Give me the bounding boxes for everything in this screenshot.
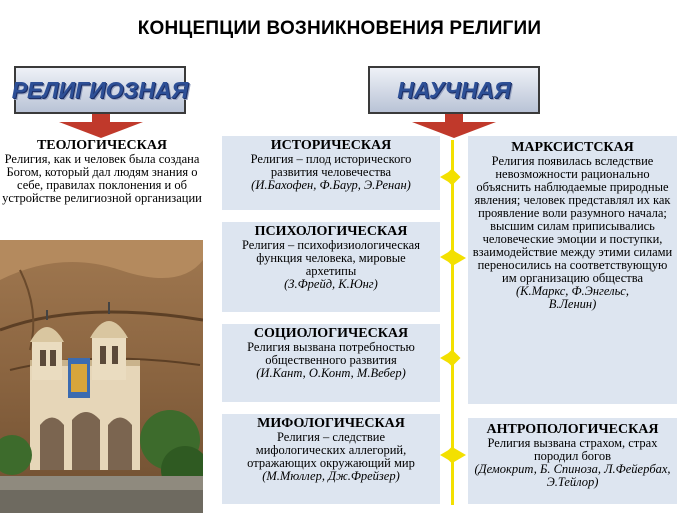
concept-authors: (З.Фрейд, К.Юнг): [284, 277, 378, 291]
concept-heading: АНТРОПОЛОГИЧЕСКАЯ: [486, 422, 659, 437]
category-religious: РЕЛИГИОЗНАЯ: [14, 66, 186, 114]
category-scientific: НАУЧНАЯ: [368, 66, 540, 114]
concept-text: Религия вызвана потребностью общественного развития: [247, 340, 415, 367]
concept-anthropological: [468, 418, 677, 504]
theological-heading: ТЕОЛОГИЧЕСКАЯ: [36, 138, 168, 153]
concept-heading: ИСТОРИЧЕСКАЯ: [270, 138, 392, 153]
concept-authors: (М.Мюллер, Дж.Фрейзер): [262, 469, 400, 483]
connector-arrow-left: [440, 250, 452, 264]
connector-arrow-right: [454, 448, 466, 462]
concept-text: Религия появилась вследствие невозможности рационально объяснить наблюдаемые природные явления; человек представлял их как проявление воли разумного начала; высшим силам приписывались человеческие эмоции и поступки, взаимодействие между этими силами переносились на соответствующую им организацию общества: [472, 154, 673, 285]
religious-connector-arrow: [59, 122, 143, 138]
church-photo: [0, 240, 203, 513]
concept-authors: (К.Маркс, Ф.Энгельс, В.Ленин): [516, 284, 629, 311]
scientific-connector-stem: [445, 114, 463, 122]
theological-block: [2, 138, 202, 205]
concept-heading: МАРКСИСТСКАЯ: [511, 140, 634, 155]
concept-authors: (И.Бахофен, Ф.Баур, Э.Ренан): [251, 178, 411, 192]
concept-text: Религия – следствие мифологических аллегорий, отражающих окружающий мир: [247, 430, 415, 470]
religious-connector-stem: [92, 114, 110, 122]
concept-mythological: [222, 414, 440, 504]
diagram-title: КОНЦЕПЦИИ ВОЗНИКНОВЕНИЯ РЕЛИГИИ: [137, 18, 542, 39]
connector-arrow-left: [440, 170, 452, 184]
concept-text: Религия – психофизиологическая функция человека, мировые архетипы: [242, 238, 420, 278]
concept-text: Религия – плод исторического развития человечества: [250, 152, 412, 179]
connector-arrow-right: [454, 251, 466, 265]
concept-heading: ПСИХОЛОГИЧЕСКАЯ: [254, 224, 408, 239]
connector-arrow-left: [440, 351, 452, 365]
concept-marxist: [468, 136, 677, 404]
concept-heading: СОЦИОЛОГИЧЕСКАЯ: [253, 326, 409, 341]
theological-text: Религия, как и человек была создана Богом, который дал людям знания о себе, правилах поклонения и об устройстве религиозной организации: [2, 152, 202, 205]
concept-sociological: [222, 324, 440, 402]
concept-psychological: [222, 222, 440, 312]
concept-heading: МИФОЛОГИЧЕСКАЯ: [257, 416, 405, 431]
concept-text: Религия вызвана страхом, страх породил богов: [487, 436, 658, 463]
connector-arrow-left: [440, 448, 452, 462]
concept-authors: (И.Кант, О.Конт, М.Вебер): [256, 366, 406, 380]
concept-authors: (Демокрит, Б. Спиноза, Л.Фейербах, Э.Тейлор): [474, 462, 671, 489]
concept-historical: [222, 136, 440, 210]
